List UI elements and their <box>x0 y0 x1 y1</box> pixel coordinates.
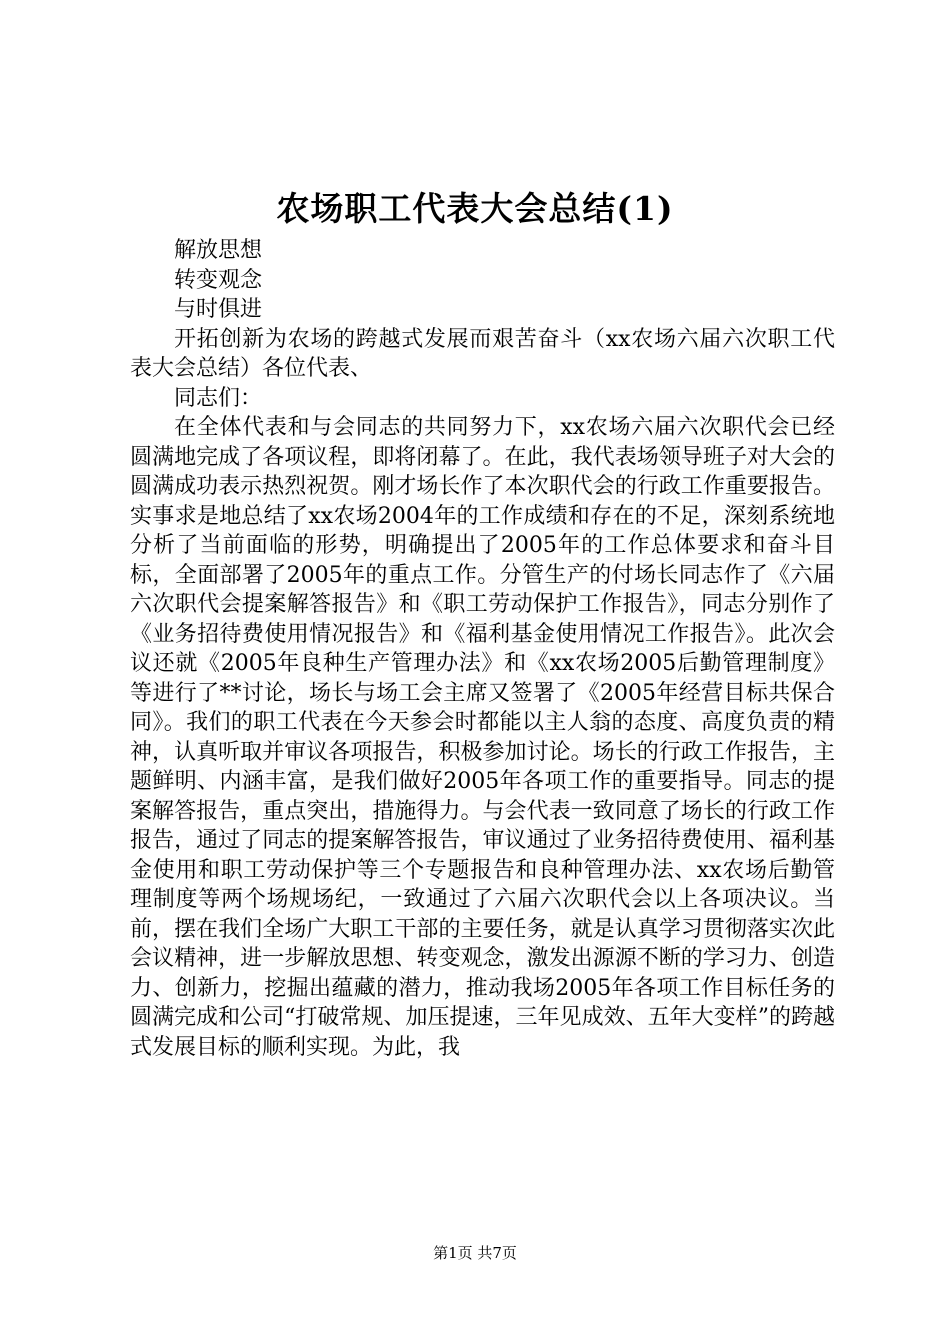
body-paragraph: 转变观念 <box>174 267 263 293</box>
body-paragraph: 与时俱进 <box>174 297 263 322</box>
body-paragraph: 同志们： <box>174 385 263 411</box>
document-title: 农场职工代表大会总结(1) <box>276 189 674 228</box>
document-body <box>130 236 835 1062</box>
page-footer: 第1页 共7页 <box>433 1244 517 1262</box>
body-paragraph: 开拓创新为农场的跨越式发展而艰苦奋斗（xx农场六届六次职工代表大会总结）各位代表、 <box>130 326 835 381</box>
body-paragraph: 在全体代表和与会同志的共同努力下，xx农场六届六次职代会已经圆满地完成了各项议程，即将闭幕了。在此，我代表场领导班子对大会的圆满成功表示热烈祝贺。刚才场长作了本次职代会的行政工作重要报告。实事求是地总结了xx农场2004年的工作成绩和存在的不足，深刻系统地分析了当前面临的形势，明确提出了2005年的工作总体要求和奋斗目标，全面部署了2005年的重点工作。分管生产的付场长同志作了《六届六次职代会提案解答报告》和《职工劳动保护工作报告》，同志分别作了《业务招待费使用情况报告》和《福利基金使用情况工作报告》。此次会议还就《2005年良种生产管理办法》和《xx农场2005后勤管理制度》等进行了**讨论，场长与场工会主席又签署了《2005年经营目标共保合同》。我们的职工代表在今天参会时都能以主人翁的态度、高度负责的精神，认真听取并审议各项报告，积极参加讨论。场长的行政工作报告，主题鲜明、内涵丰富，是我们做好2005年各项工作的重要指导。同志的提案解答报告，重点突出，措施得力。与会代表一致同意了场长的行政工作报告，通过了同志的提案解答报告，审议通过了业务招待费使用、福利基金使用和职工劳动保护等三个专题报告和良种管理办法、xx农场后勤管理制度等两个场规场纪，一致通过了六届六次职代会以上各项决议。当前，摆在我们全场广大职工干部的主要任务，就是认真学习贯彻落实次此会议精神，进一步解放思想、转变观念，激发出源源不断的学习力、创造力、创新力，挖掘出蕴藏的潜力，推动我场2005年各项工作目标任务的圆满完成和公司“打破常规、加压提速，三年见成效、五年大变样”的跨越式发展目标的顺利实现。为此，我 <box>130 415 835 1060</box>
body-paragraph: 解放思想 <box>174 238 263 263</box>
